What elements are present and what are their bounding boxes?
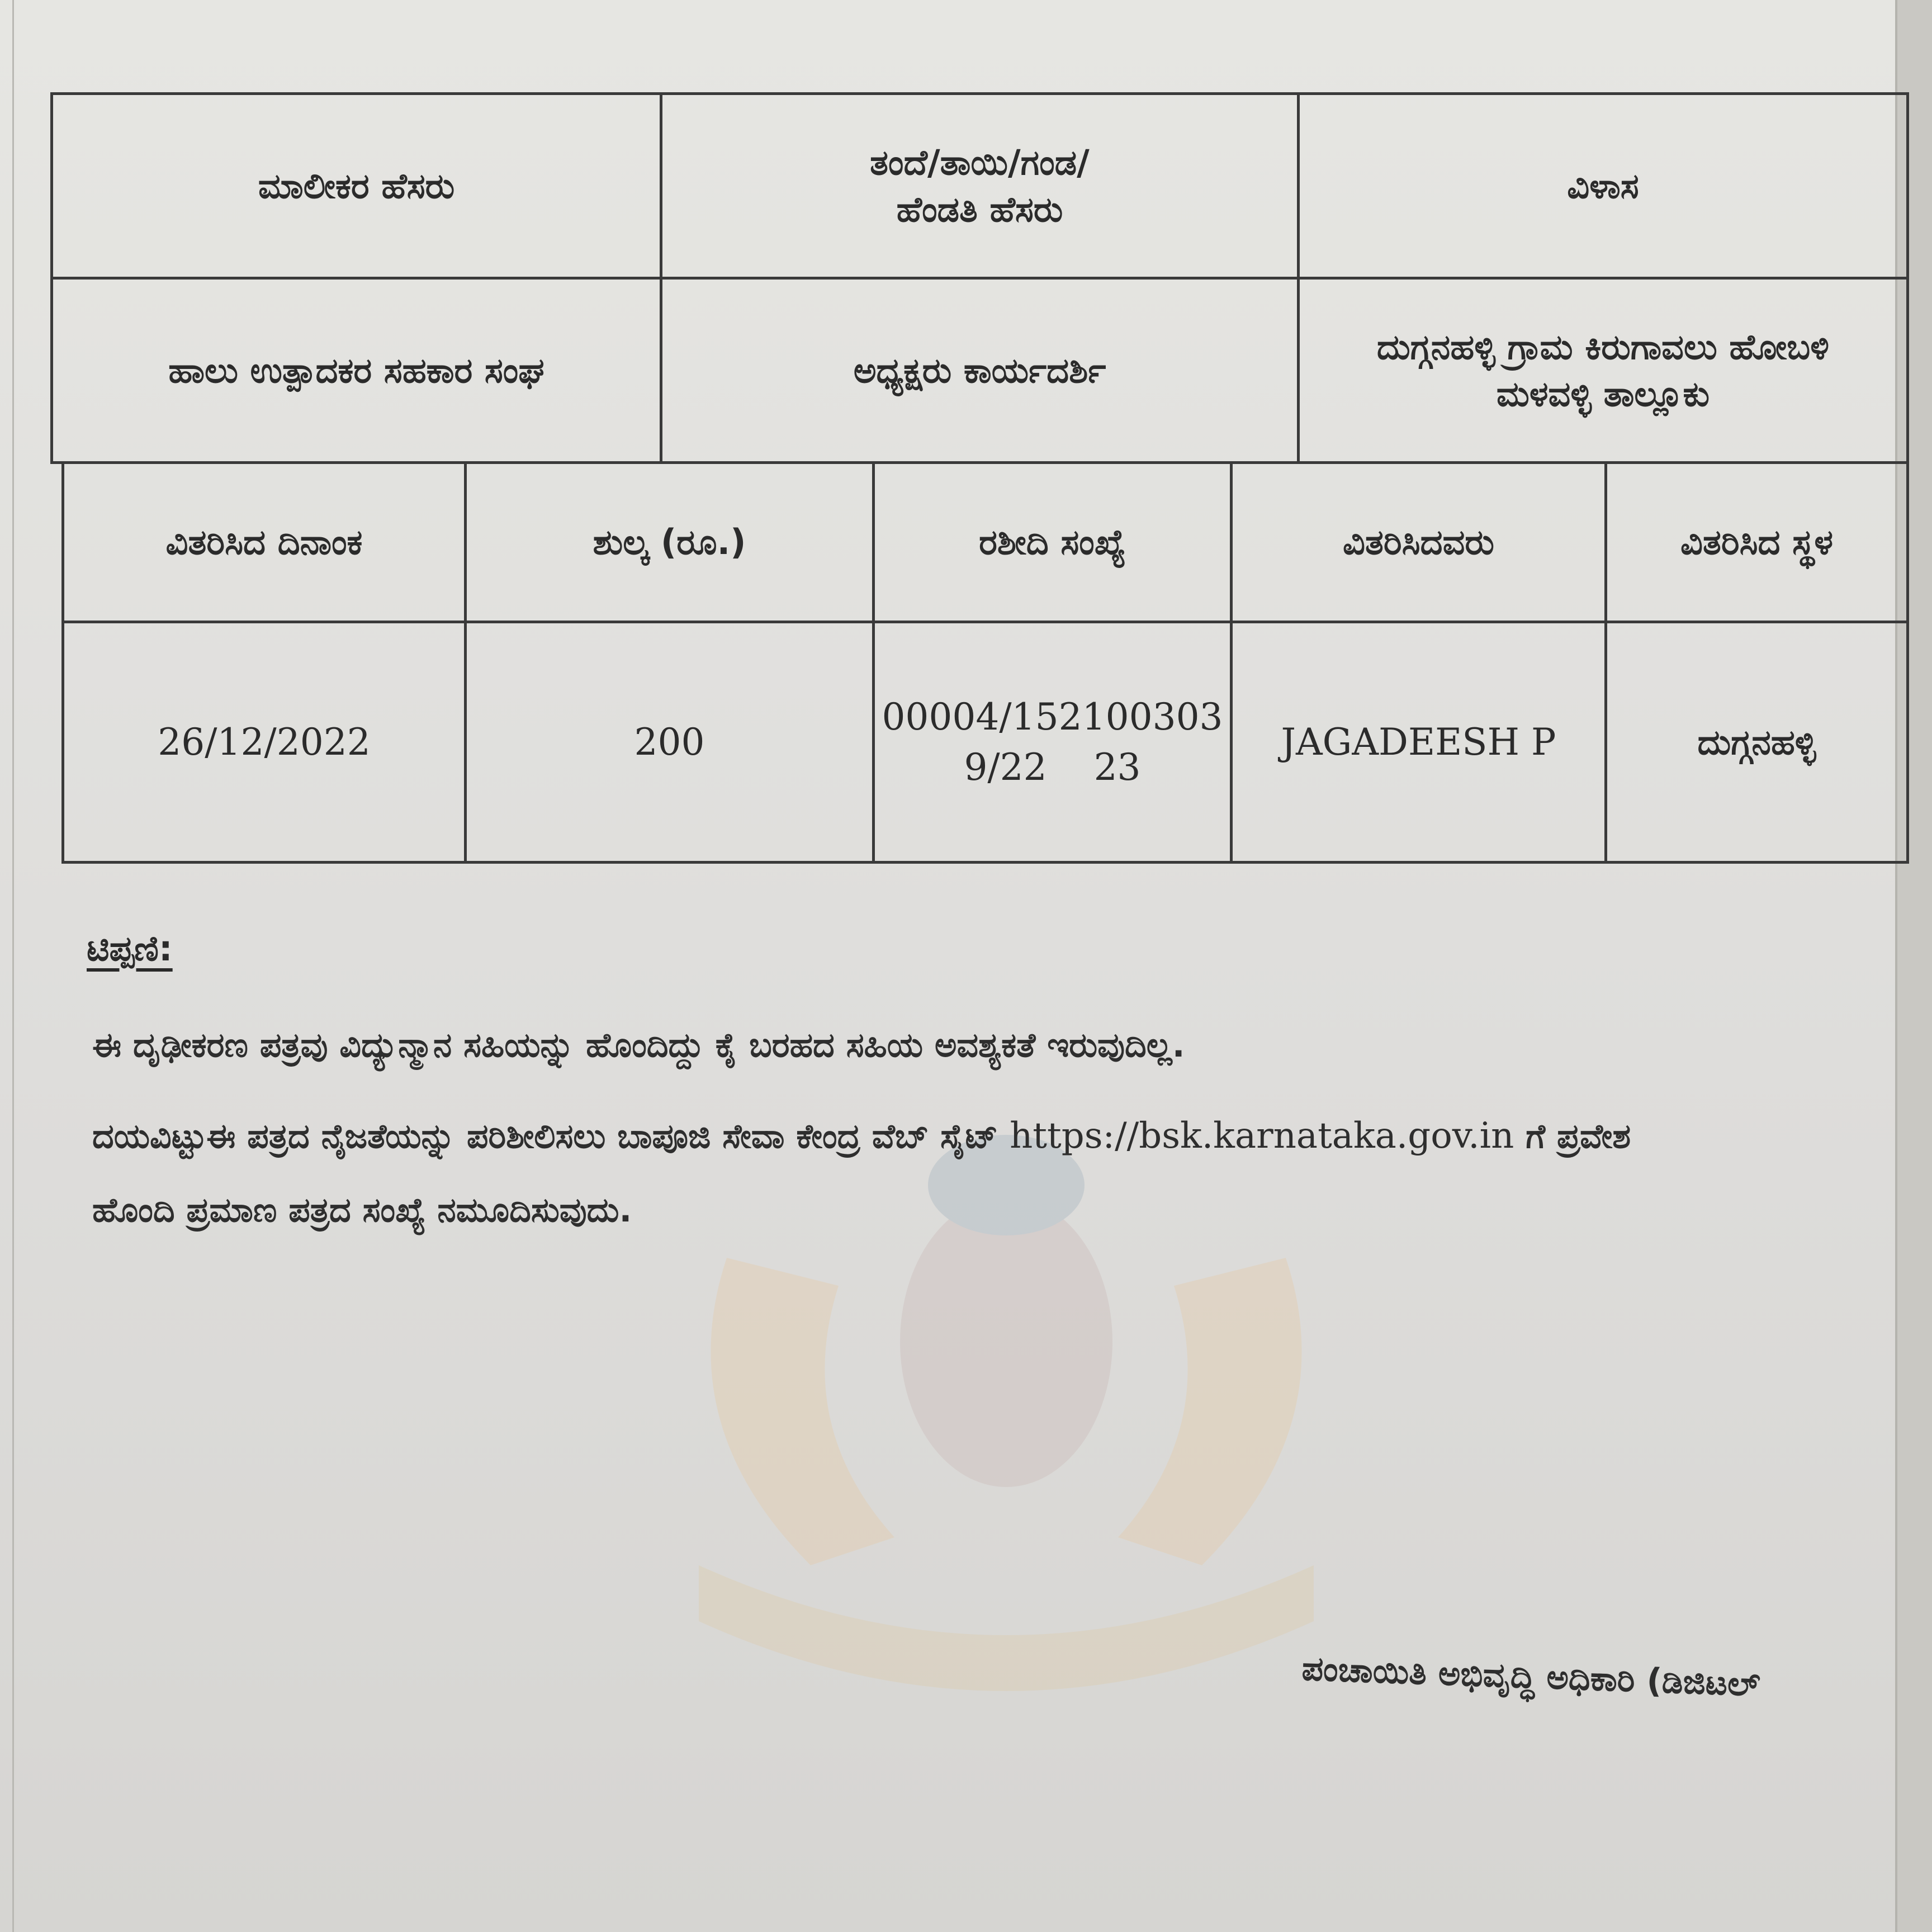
fee-cell: 200 bbox=[466, 622, 874, 863]
note-title: ಟಿಪ್ಪಣಿ: bbox=[87, 928, 173, 969]
relation-name-header: ತಂದೆ/ತಾಯಿ/ಗಂಡ/ ಹೆಂಡತಿ ಹೆಸರು bbox=[661, 94, 1299, 278]
verification-url: https://bsk.karnataka.gov.in bbox=[1010, 1115, 1514, 1157]
issue-table-row bbox=[63, 622, 1908, 863]
owner-name-cell: ಹಾಲು ಉತ್ಪಾದಕರ ಸಹಕಾರ ಸಂಘ bbox=[52, 278, 661, 463]
signatory-title: ಪಂಚಾಯಿತಿ ಅಭಿವೃದ್ಧಿ ಅಧಿಕಾರಿ (ಡಿಜಿಟಲ್ bbox=[1301, 1649, 1761, 1704]
receipt-number-cell: 00004/152100303 9/22 23 bbox=[874, 622, 1232, 863]
fee-header: ಶುಲ್ಕ (ರೂ.) bbox=[466, 463, 874, 622]
relation-name-cell: ಅಧ್ಯಕ್ಷರು ಕಾರ್ಯದರ್ಶಿ bbox=[661, 278, 1299, 463]
owner-name-header: ಮಾಲೀಕರ ಹೆಸರು bbox=[52, 94, 661, 278]
issue-details-table bbox=[61, 461, 1909, 864]
note-line-2-end: ಗೆ ಪ್ರವೇಶ bbox=[1514, 1117, 1631, 1156]
issue-date-cell: 26/12/2022 bbox=[63, 622, 466, 863]
issued-by-cell: JAGADEESH P bbox=[1232, 622, 1606, 863]
note-line-2-text: ದಯವಿಟ್ಟುಈ ಪತ್ರದ ನೈಜತೆಯನ್ನು ಪರಿಶೀಲಿಸಲು ಬಾಪೂಜಿ ಸೇವಾ ಕೇಂದ್ರ ವೆಬ್ ಸೈಟ್ bbox=[92, 1117, 1010, 1156]
note-line-2 bbox=[92, 1115, 1631, 1157]
owner-table-row bbox=[52, 278, 1908, 463]
issued-by-header: ವಿತರಿಸಿದವರು bbox=[1232, 463, 1606, 622]
note-line-1: ಈ ದೃಢೀಕರಣ ಪತ್ರವು ವಿದ್ಯುನ್ಮಾನ ಸಹಿಯನ್ನು ಹೊಂದಿದ್ದು ಕೈ ಬರಹದ ಸಹಿಯ ಅವಶ್ಯಕತೆ ಇರುವುದಿಲ್ಲ. bbox=[92, 1026, 1185, 1065]
issue-place-header: ವಿತರಿಸಿದ ಸ್ಥಳ bbox=[1606, 463, 1908, 622]
owner-table-header-row bbox=[52, 94, 1908, 278]
issue-date-header: ವಿತರಿಸಿದ ದಿನಾಂಕ bbox=[63, 463, 466, 622]
address-header: ವಿಳಾಸ bbox=[1299, 94, 1908, 278]
issue-table-header-row bbox=[63, 463, 1908, 622]
receipt-number-header: ರಶೀದಿ ಸಂಖ್ಯೆ bbox=[874, 463, 1232, 622]
emblem-watermark bbox=[559, 1062, 1453, 1733]
page-fold bbox=[12, 0, 14, 1932]
issue-place-cell: ದುಗ್ಗನಹಳ್ಳಿ bbox=[1606, 622, 1908, 863]
address-cell: ದುಗ್ಗನಹಳ್ಳಿ ಗ್ರಾಮ ಕಿರುಗಾವಲು ಹೋಬಳಿ ಮಳವಳ್ಳಿ ತಾಲ್ಲೂಕು bbox=[1299, 278, 1908, 463]
note-line-3: ಹೊಂದಿ ಪ್ರಮಾಣ ಪತ್ರದ ಸಂಖ್ಯೆ ನಮೂದಿಸುವುದು. bbox=[92, 1191, 632, 1230]
owner-details-table bbox=[50, 92, 1909, 464]
